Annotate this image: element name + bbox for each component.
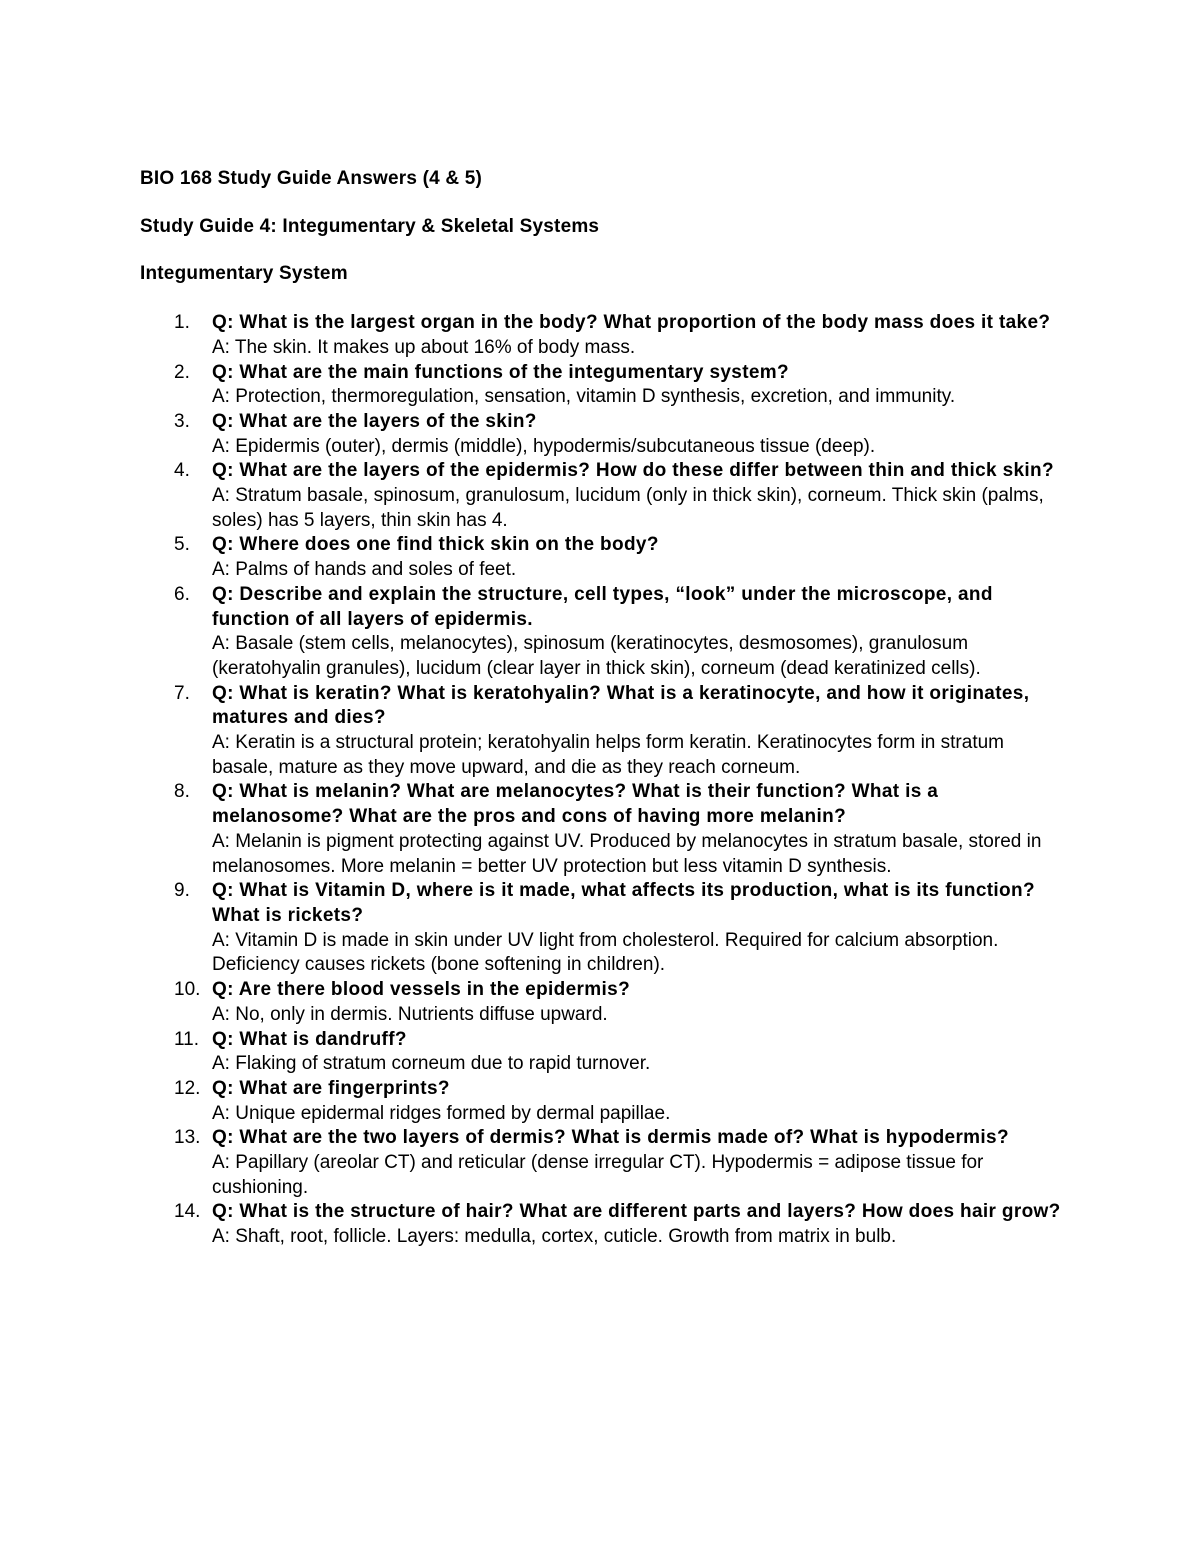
question-text: Q: What are the layers of the skin? (212, 410, 537, 432)
answer-text: A: Epidermis (outer), dermis (middle), hypodermis/subcutaneous tissue (deep). (212, 435, 876, 457)
qa-item (140, 780, 1070, 879)
study-guide-heading: Study Guide 4: Integumentary & Skeletal Systems (140, 215, 600, 237)
answer-text: A: Stratum basale, spinosum, granulosum, lucidum (only in thick skin), corneum. Thick skin (palms, soles) has 5 layers, thin skin has 4. (212, 485, 1044, 531)
answer-text: A: Palms of hands and soles of feet. (212, 559, 517, 581)
answer-text: A: Shaft, root, follicle. Layers: medulla, cortex, cuticle. Growth from matrix in bulb. (212, 1226, 897, 1248)
item-number: 5. (174, 534, 190, 556)
answer-text: A: Melanin is pigment protecting against UV. Produced by melanocytes in stratum basale, stored in melanosomes. More melanin = better UV protection but less vitamin D synthesis. (212, 830, 1042, 877)
item-number: 3. (174, 410, 190, 432)
item-number: 6. (174, 583, 190, 605)
qa-item (140, 533, 1070, 582)
item-number: 2. (174, 361, 190, 383)
question-text: Q: What is the largest organ in the body? What proportion of the body mass does it take? (212, 312, 1051, 334)
qa-item (140, 459, 1070, 533)
item-number: 7. (174, 682, 190, 704)
qa-item (140, 1077, 1070, 1126)
qa-item (140, 879, 1070, 978)
answer-text: A: Vitamin D is made in skin under UV light from cholesterol. Required for calcium absorption. Deficiency causes rickets (bone softening in children). (212, 929, 999, 976)
qa-item (140, 583, 1070, 682)
qa-item (140, 1126, 1070, 1200)
question-text: Q: What is keratin? What is keratohyalin? What is a keratinocyte, and how it originates, matures and dies? (212, 682, 1030, 729)
item-number: 1. (174, 312, 190, 334)
qa-item (140, 410, 1070, 459)
answer-text: A: Papillary (areolar CT) and reticular (dense irregular CT). Hypodermis = adipose tissue for cushioning. (212, 1152, 984, 1198)
item-number: 9. (174, 880, 190, 902)
answer-text: A: Unique epidermal ridges formed by dermal papillae. (212, 1102, 671, 1124)
qa-item (140, 1028, 1070, 1077)
item-number: 8. (174, 781, 190, 803)
question-text: Q: What is melanin? What are melanocytes? What is their function? What is a melanosome? What are the pros and cons of having more melanin? (212, 781, 939, 828)
question-text: Q: What is the structure of hair? What are different parts and layers? How does hair grow? (212, 1201, 1061, 1223)
qa-item (140, 361, 1070, 410)
qa-list (140, 311, 1070, 1250)
question-text: Q: Describe and explain the structure, cell types, “look” under the microscope, and function of all layers of epidermis. (212, 583, 993, 630)
answer-text: A: Keratin is a structural protein; keratohyalin helps form keratin. Keratinocytes form in stratum basale, mature as they move upward, and die as they reach corneum. (212, 732, 1004, 778)
document-title: BIO 168 Study Guide Answers (4 & 5) (140, 168, 483, 189)
qa-item (140, 1200, 1070, 1249)
answer-text: A: No, only in dermis. Nutrients diffuse upward. (212, 1003, 608, 1025)
qa-item (140, 978, 1070, 1027)
item-number: 10. (174, 979, 201, 1001)
question-text: Q: What are fingerprints? (212, 1077, 450, 1099)
qa-item (140, 311, 1070, 360)
question-text: Q: What are the two layers of dermis? What is dermis made of? What is hypodermis? (212, 1127, 1009, 1149)
question-text: Q: Are there blood vessels in the epidermis? (212, 979, 631, 1001)
question-text: Q: What are the main functions of the integumentary system? (212, 361, 790, 383)
question-text: Q: What are the layers of the epidermis? How do these differ between thin and thick skin? (212, 460, 1054, 482)
qa-item (140, 682, 1070, 781)
question-text: Q: What is Vitamin D, where is it made, what affects its production, what is its function? What is rickets? (212, 880, 1035, 926)
item-number: 14. (174, 1201, 201, 1223)
question-text: Q: Where does one find thick skin on the body? (212, 534, 659, 556)
question-text: Q: What is dandruff? (212, 1028, 407, 1050)
answer-text: A: Flaking of stratum corneum due to rapid turnover. (212, 1053, 651, 1075)
document-page (140, 167, 1070, 1250)
item-number: 13. (174, 1127, 201, 1149)
answer-text: A: The skin. It makes up about 16% of body mass. (212, 336, 636, 358)
answer-text: A: Protection, thermoregulation, sensation, vitamin D synthesis, excretion, and immunity. (212, 386, 956, 408)
item-number: 11. (174, 1028, 200, 1050)
item-number: 4. (174, 460, 190, 482)
section-heading: Integumentary System (140, 263, 348, 285)
answer-text: A: Basale (stem cells, melanocytes), spinosum (keratinocytes, desmosomes), granulosum (keratohyalin granules), lucidum (clear layer in thick skin), corneum (dead keratinized cells). (212, 633, 981, 679)
item-number: 12. (174, 1077, 201, 1099)
